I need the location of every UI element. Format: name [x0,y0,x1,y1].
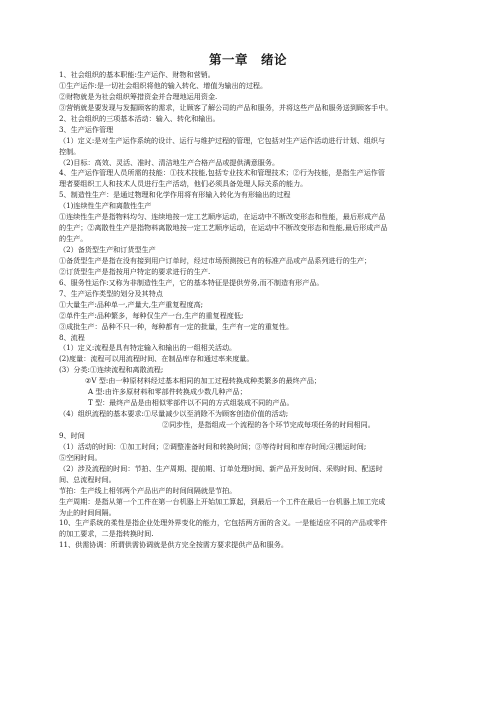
text-line: 控制。 [59,146,81,156]
text-line: （1）定义:流程是具有特定输入和输出的一组相关活动。 [59,343,237,353]
text-line: ②财物就是为社会组织筹措资金并合理地运用资金. [59,91,218,101]
text-line: T 型：最终产品是由相似零部件以不同的方式组装成不同的产品。 [88,398,294,408]
text-line: 4、生产运作管理人员所需的技能：①技术技能,包括专业技术和管理技术；②行为技能，是指生产运作管 [59,168,385,178]
text-line: ①备货型生产是指在没有接到用户订单时，经过市场预测按已有的标准产品或产品系列进行的生产； [59,255,372,265]
text-line: ②订货型生产是指按用户特定的要求进行的生产. [59,266,211,276]
text-line: ①生产运作:是一切社会组织将他的输入转化、增值为输出的过程。 [59,80,268,90]
text-line: （1）活动的时间：①加工时间；②调整准备时间和转换时间；③等待时间和库存时间;④搬运时间; [59,441,367,451]
document-body [59,70,443,551]
text-line: （1)连续性生产和离散性生产 [59,201,152,211]
text-line: 节拍：生产线上相邻两个产品出产的时间间隔就是节拍。 [59,485,237,495]
text-line: 1、社会组织的基本职能:生产运作、财物和营销。 [59,70,215,79]
text-line: ③成批生产：品种不只一种，每种都有一定的批量，生产有一定的重复性。 [59,321,294,331]
text-line: 的生产；②离散性生产是指物料离散地按一定工艺顺序运动，在运动中不断改变形态和性能,最后形成产品 [59,223,388,233]
text-line: 10、生产系统的柔性是指企业处理外界变化的能力，它包括两方面的含义。一是能适应不同的产品或零件 [59,518,388,528]
text-line: ③营销就是要发现与发掘顾客的需求，让顾客了解公司的产品和服务，并将这些产品和服务送到顾客手中。 [59,102,393,112]
text-line: 11、供需协调：所谓供需协调就是供方完全按需方要求提供产品和服务。 [59,540,288,550]
text-line: 6、服务性运作:又称为非制造性生产，它的基本特征是提供劳务,而不制造有形产品。 [59,277,324,287]
text-line: 的加工要求，二是指转换时间. [59,529,154,539]
text-line: 生产周期：是指从第一个工件在第一台机器上开始加工算起，到最后一个工件在最后一台机器上加工完成 [59,496,386,506]
text-line: 为止的时间间隔。 [59,507,116,517]
text-line: ②单件生产:品种繁多，每种仅生产一台,生产的重复程度低; [59,310,244,320]
text-line: 的生产。 [59,234,88,244]
text-line: （4）组织流程的基本要求:①尽量减少以至消除不为顾客创造价值的活动; [59,409,289,419]
text-line: (3）分类:①连续流程和离散流程; [59,365,164,375]
text-line: 3、生产运作管理 [59,124,114,134]
text-line: ①大量生产:品种单一,产量大,生产重复程度高; [59,299,204,309]
text-line: 9、时间 [59,430,85,440]
text-line: （2）备货型生产和订货型生产 [59,245,156,254]
text-line: 理者要组织工人和技术人员进行生产活动，他们必须具备处理人际关系的能力。 [59,179,308,189]
text-line: 7、生产运作类型的划分及其特点 [59,288,163,298]
chapter-title: 第一章 绪论 [208,52,287,67]
text-line: A 型:由许多原材料和零部件转换成少数几种产品； [88,387,247,397]
text-line: ①连续性生产是指物料均匀、连续地按一定工艺顺序运动，在运动中不断改变形态和性能，最后形成产品 [59,212,386,222]
text-line: ⑤空闲时间。 [59,452,102,462]
text-line: ②同步性，是指组成一个流程的各个环节完成每项任务的时间相同。 [162,420,375,429]
text-line: 5、制造性生产：是通过物理和化学作用将有形输入转化为有形输出的过程 [59,190,291,200]
text-line: （2)目标：高效、灵活、准时、清洁地生产合格产品或提供满意服务。 [59,157,280,167]
text-line: 2、社会组织的三项基本活动：输入、转化和输出。 [59,113,220,123]
text-line: 间、总流程时间。 [59,474,116,484]
text-line: (2)度量：流程可以用流程时间、在制品库存和通过率来度量。 [59,354,254,364]
text-line: （2）涉及流程的时间：节拍、生产周期、提前期、订单处理时间、新产品开发时间、采购时间、配送时 [59,463,383,473]
text-line: （1）定义:是对生产运作系统的设计、运行与维护过程的管理，它包括对生产运作活动进行计划、组织与 [59,135,386,145]
text-line: 8、流程 [59,332,85,342]
text-line: ②V 型:由一种原材料经过基本相同的加工过程转换成种类繁多的最终产品； [85,376,322,386]
